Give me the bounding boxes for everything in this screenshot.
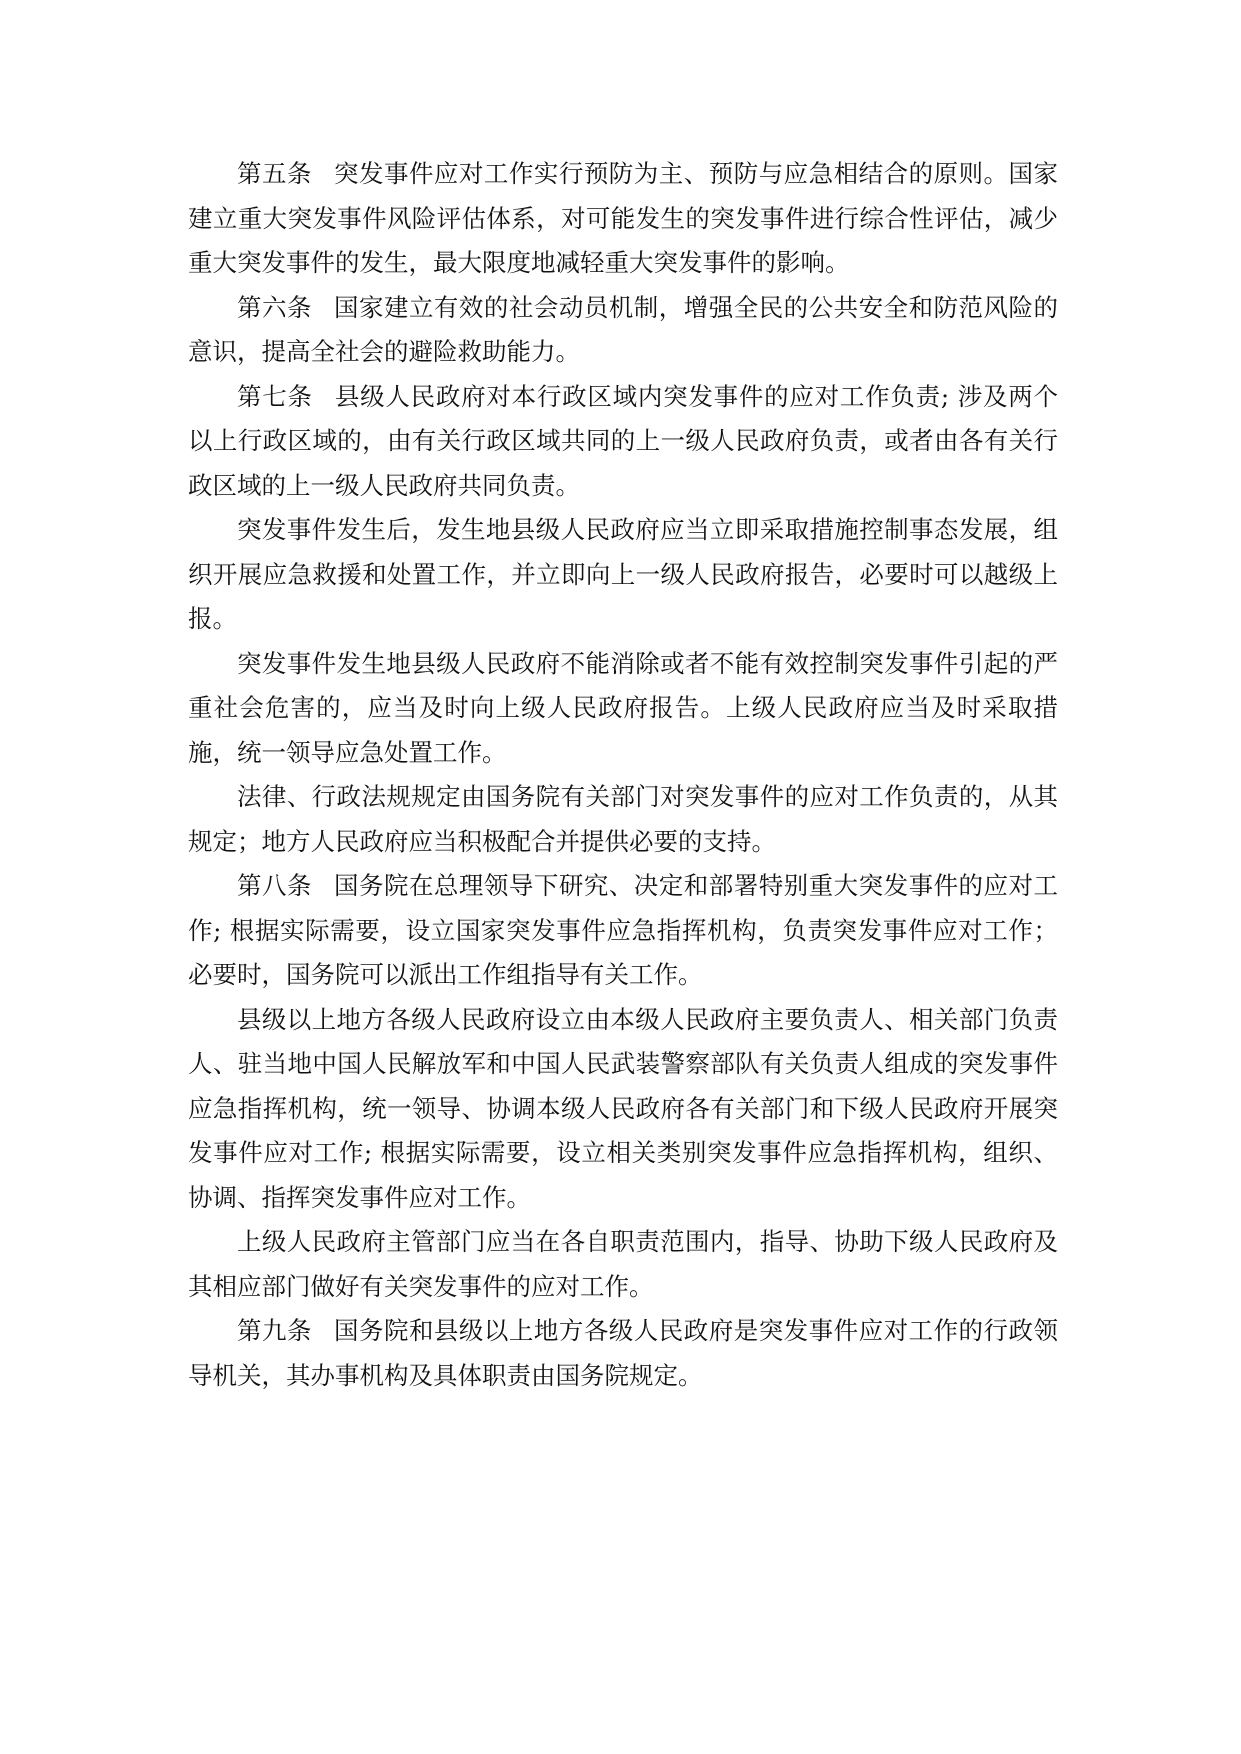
paragraph-text: 国务院在总理领导下研究、决定和部署特别重大突发事件的应对工作; 根据实际需要，设立国家突发事件应急指挥机构，负责突发事件应对工作；必要时，国务院可以派出工作组指导有关工作。: [188, 871, 1059, 989]
article-9-paragraph: [188, 1309, 1058, 1398]
paragraph-text: 上级人民政府主管部门应当在各自职责范围内，指导、协助下级人民政府及其相应部门做好有关突发事件的应对工作。: [188, 1227, 1058, 1301]
article-6-paragraph: [188, 286, 1058, 375]
paragraph-text: 突发事件发生后，发生地县级人民政府应当立即采取措施控制事态发展，组织开展应急救援和处置工作，并立即向上一级人民政府报告，必要时可以越级上报。: [188, 515, 1058, 633]
paragraph-text: 法律、行政法规规定由国务院有关部门对突发事件的应对工作负责的，从其规定；地方人民政府应当积极配合并提供必要的支持。: [188, 782, 1058, 856]
article-number: 第八条: [237, 871, 312, 900]
article-8-clause-3: [188, 1220, 1058, 1309]
paragraph-text: 国家建立有效的社会动员机制，增强全民的公共安全和防范风险的意识，提高全社会的避险救助能力。: [188, 292, 1059, 366]
article-number: 第六条: [237, 292, 312, 322]
paragraph-text: 突发事件应对工作实行预防为主、预防与应急相结合的原则。国家建立重大突发事件风险评估体系，对可能发生的突发事件进行综合性评估，减少重大突发事件的发生，最大限度地减轻重大突发事件的影响。: [188, 159, 1059, 277]
article-number: 第五条: [237, 159, 312, 188]
article-5-paragraph: [188, 152, 1058, 286]
article-8-clause-2: [188, 998, 1058, 1221]
article-number: 第七条: [237, 381, 313, 411]
document-body: [188, 152, 1058, 1398]
article-7-clause-2: [188, 508, 1058, 642]
article-7-paragraph: [188, 375, 1058, 509]
paragraph-text: 突发事件发生地县级人民政府不能消除或者不能有效控制突发事件引起的严重社会危害的，应当及时向上级人民政府报告。上级人民政府应当及时采取措施，统一领导应急处置工作。: [188, 648, 1058, 767]
article-7-clause-3: [188, 642, 1058, 776]
article-number: 第九条: [237, 1316, 312, 1345]
paragraph-text: 国务院和县级以上地方各级人民政府是突发事件应对工作的行政领导机关，其办事机构及具体职责由国务院规定。: [188, 1316, 1059, 1390]
paragraph-text: 县级人民政府对本行政区域内突发事件的应对工作负责; 涉及两个以上行政区域的，由有关行政区域共同的上一级人民政府负责，或者由各有关行政区域的上一级人民政府共同负责。: [188, 381, 1058, 500]
article-8-paragraph: [188, 864, 1058, 998]
article-7-clause-4: [188, 775, 1058, 864]
paragraph-text: 县级以上地方各级人民政府设立由本级人民政府主要负责人、相关部门负责人、驻当地中国人民解放军和中国人民武装警察部队有关负责人组成的突发事件应急指挥机构，统一领导、协调本级人民政府各有关部门和下级人民政府开展突发事件应对工作; 根据实际需要，设立相关类别突发事件应急指挥机构，组织、协调、指挥突发事件应对工作。: [188, 1004, 1058, 1212]
